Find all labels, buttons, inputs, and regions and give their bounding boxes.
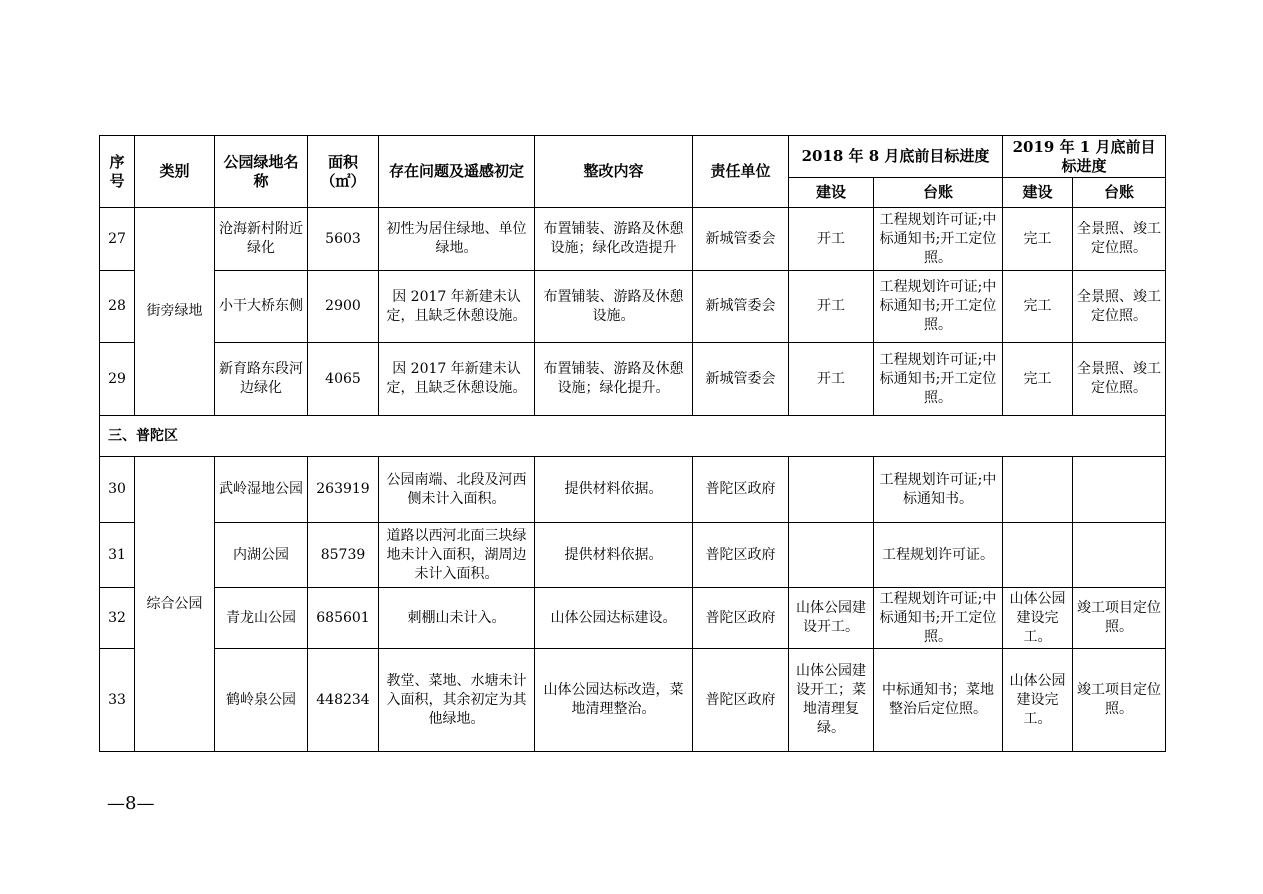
name-cell: 青龙山公园 — [215, 588, 308, 649]
col-goal-2019: 2019 年 1 月底前目标进度 — [1003, 136, 1166, 178]
build-2019-cell — [1003, 523, 1073, 588]
table-row — [100, 523, 1166, 588]
seq-cell: 27 — [100, 208, 135, 271]
unit-cell: 普陀区政府 — [693, 523, 789, 588]
rectify-cell: 布置铺装、游路及休憩设施；绿化改造提升 — [535, 208, 693, 271]
table-row — [100, 208, 1166, 271]
issue-cell: 公园南端、北段及河西侧未计入面积。 — [379, 457, 535, 523]
build-2018-cell: 开工 — [789, 343, 874, 416]
name-cell: 鹤岭泉公园 — [215, 649, 308, 752]
ledger-2018-cell: 工程规划许可证;中标通知书;开工定位照。 — [874, 588, 1003, 649]
seq-cell: 32 — [100, 588, 135, 649]
build-2019-cell: 完工 — [1003, 208, 1073, 271]
unit-cell: 新城管委会 — [693, 343, 789, 416]
issue-cell: 教堂、菜地、水塘未计入面积，其余初定为其他绿地。 — [379, 649, 535, 752]
col-seq: 序号 — [100, 136, 135, 208]
ledger-2018-cell: 工程规划许可证。 — [874, 523, 1003, 588]
category-cell: 综合公园 — [135, 457, 215, 752]
build-2018-cell: 山体公园建设开工；菜地清理复绿。 — [789, 649, 874, 752]
unit-cell: 新城管委会 — [693, 208, 789, 271]
rectify-cell: 布置铺装、游路及休憩设施；绿化提升。 — [535, 343, 693, 416]
seq-cell: 33 — [100, 649, 135, 752]
ledger-2018-cell: 中标通知书；菜地整治后定位照。 — [874, 649, 1003, 752]
area-cell: 685601 — [308, 588, 379, 649]
ledger-2018-cell: 工程规划许可证;中标通知书;开工定位照。 — [874, 343, 1003, 416]
build-2019-cell: 山体公园建设完工。 — [1003, 588, 1073, 649]
issue-cell: 初性为居住绿地、单位绿地。 — [379, 208, 535, 271]
col-rectify: 整改内容 — [535, 136, 693, 208]
col-build-2019: 建设 — [1003, 178, 1073, 208]
rectify-cell: 提供材料依据。 — [535, 457, 693, 523]
seq-cell: 29 — [100, 343, 135, 416]
table-row — [100, 343, 1166, 416]
name-cell: 内湖公园 — [215, 523, 308, 588]
col-build-2018: 建设 — [789, 178, 874, 208]
ledger-2019-cell — [1073, 523, 1166, 588]
issue-cell: 因 2017 年新建未认定，且缺乏休憩设施。 — [379, 343, 535, 416]
build-2018-cell: 山体公园建设开工。 — [789, 588, 874, 649]
col-issue: 存在问题及遥感初定 — [379, 136, 535, 208]
rectification-table — [99, 135, 1166, 752]
issue-cell: 因 2017 年新建未认定，且缺乏休憩设施。 — [379, 271, 535, 343]
name-cell: 新育路东段河边绿化 — [215, 343, 308, 416]
build-2019-cell: 完工 — [1003, 271, 1073, 343]
unit-cell: 普陀区政府 — [693, 588, 789, 649]
table-row — [100, 588, 1166, 649]
ledger-2019-cell: 全景照、竣工定位照。 — [1073, 343, 1166, 416]
unit-cell: 普陀区政府 — [693, 457, 789, 523]
build-2018-cell — [789, 457, 874, 523]
rectify-cell: 提供材料依据。 — [535, 523, 693, 588]
area-cell: 2900 — [308, 271, 379, 343]
seq-cell: 31 — [100, 523, 135, 588]
table-row — [100, 457, 1166, 523]
build-2018-cell: 开工 — [789, 271, 874, 343]
col-goal-2018: 2018 年 8 月底前目标进度 — [789, 136, 1003, 178]
category-cell: 街旁绿地 — [135, 208, 215, 416]
area-cell: 448234 — [308, 649, 379, 752]
name-cell: 武岭湿地公园 — [215, 457, 308, 523]
seq-cell: 30 — [100, 457, 135, 523]
ledger-2019-cell: 竣工项目定位照。 — [1073, 649, 1166, 752]
build-2019-cell: 完工 — [1003, 343, 1073, 416]
area-cell: 85739 — [308, 523, 379, 588]
seq-cell: 28 — [100, 271, 135, 343]
area-cell: 5603 — [308, 208, 379, 271]
build-2019-cell — [1003, 457, 1073, 523]
section-row — [100, 416, 1166, 457]
table-row — [100, 649, 1166, 752]
table-row — [100, 271, 1166, 343]
rectify-cell: 山体公园达标建设。 — [535, 588, 693, 649]
name-cell: 小干大桥东侧 — [215, 271, 308, 343]
issue-cell: 道路以西河北面三块绿地未计入面积，湖周边未计入面积。 — [379, 523, 535, 588]
col-area: 面积（㎡） — [308, 136, 379, 208]
issue-cell: 刺棚山未计入。 — [379, 588, 535, 649]
ledger-2019-cell — [1073, 457, 1166, 523]
unit-cell: 新城管委会 — [693, 271, 789, 343]
ledger-2019-cell: 竣工项目定位照。 — [1073, 588, 1166, 649]
build-2019-cell: 山体公园建设完工。 — [1003, 649, 1073, 752]
col-category: 类别 — [135, 136, 215, 208]
build-2018-cell — [789, 523, 874, 588]
area-cell: 263919 — [308, 457, 379, 523]
page-number: —8— — [107, 793, 155, 814]
col-unit: 责任单位 — [693, 136, 789, 208]
ledger-2018-cell: 工程规划许可证;中标通知书。 — [874, 457, 1003, 523]
ledger-2019-cell: 全景照、竣工定位照。 — [1073, 271, 1166, 343]
rectify-cell: 山体公园达标改造，菜地清理整治。 — [535, 649, 693, 752]
col-ledger-2018: 台账 — [874, 178, 1003, 208]
ledger-2019-cell: 全景照、竣工定位照。 — [1073, 208, 1166, 271]
col-name: 公园绿地名称 — [215, 136, 308, 208]
header-row — [100, 136, 1166, 178]
build-2018-cell: 开工 — [789, 208, 874, 271]
section-title: 三、普陀区 — [100, 416, 1166, 457]
name-cell: 沧海新村附近绿化 — [215, 208, 308, 271]
col-ledger-2019: 台账 — [1073, 178, 1166, 208]
rectify-cell: 布置铺装、游路及休憩设施。 — [535, 271, 693, 343]
area-cell: 4065 — [308, 343, 379, 416]
ledger-2018-cell: 工程规划许可证;中标通知书;开工定位照。 — [874, 271, 1003, 343]
ledger-2018-cell: 工程规划许可证;中标通知书;开工定位照。 — [874, 208, 1003, 271]
unit-cell: 普陀区政府 — [693, 649, 789, 752]
